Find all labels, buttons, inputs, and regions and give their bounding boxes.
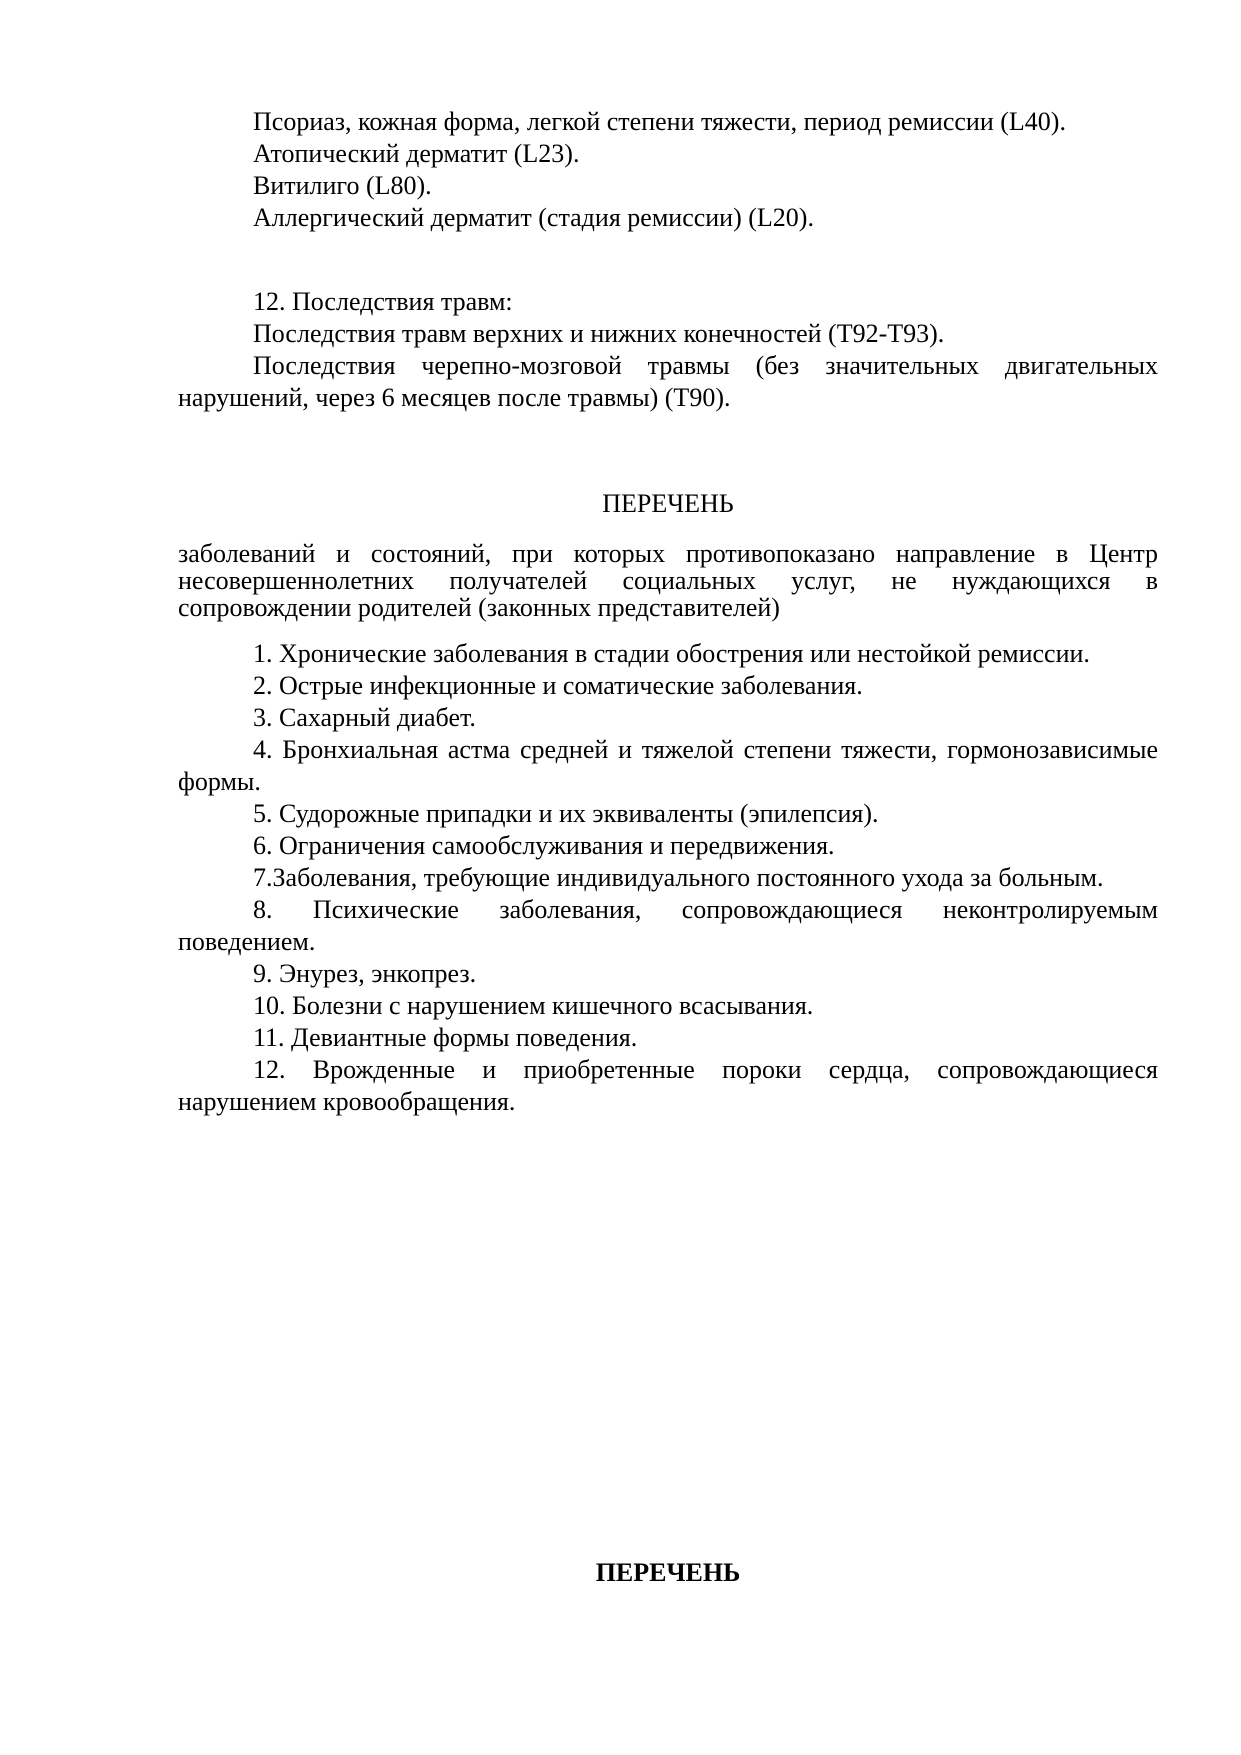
list-item: Последствия черепно-мозговой травмы (без значительных двигательных нарушений, через 6 месяцев после травмы) (Т90).: [178, 351, 1158, 412]
list-item: 1. Хронические заболевания в стадии обострения или нестойкой ремиссии.: [253, 639, 1090, 668]
list-item: Последствия травм верхних и нижних конечностей (Т92-Т93).: [253, 319, 945, 348]
skin-conditions-section: [178, 106, 1158, 234]
list-item: Витилиго (L80).: [253, 171, 432, 200]
list-item: 11. Девиантные формы поведения.: [253, 1023, 638, 1052]
list-item: 12. Врожденные и приобретенные пороки сердца, сопровождающиеся нарушением кровообращения.: [178, 1055, 1158, 1116]
next-list-title: ПЕРЕЧЕНЬ: [595, 1558, 741, 1587]
list-item: Псориаз, кожная форма, легкой степени тяжести, период ремиссии (L40).: [253, 107, 1066, 136]
list-title: ПЕРЕЧЕНЬ: [602, 489, 734, 518]
subtitle-line: несовершеннолетних получателей социальных услуг, не нуждающихся в: [178, 566, 1158, 595]
list-item: 9. Энурез, энкопрез.: [253, 959, 477, 988]
list-item: 6. Ограничения самообслуживания и передвижения.: [253, 831, 835, 860]
list-item: Атопический дерматит (L23).: [253, 139, 580, 168]
contraindications-list: [178, 638, 1158, 1118]
list-subtitle: [178, 540, 1158, 621]
trauma-section: [178, 286, 1158, 414]
list-item: Аллергический дерматит (стадия ремиссии) (L20).: [253, 203, 814, 232]
list-item: 3. Сахарный диабет.: [253, 703, 476, 732]
list-item: 4. Бронхиальная астма средней и тяжелой степени тяжести, гормонозависимые формы.: [178, 735, 1158, 796]
list-item: 8. Психические заболевания, сопровождающиеся неконтролируемым поведением.: [178, 895, 1158, 956]
section-heading: 12. Последствия травм:: [253, 287, 513, 316]
list-item: 7.Заболевания, требующие индивидуального постоянного ухода за больным.: [253, 863, 1104, 892]
subtitle-line: заболеваний и состояний, при которых противопоказано направление в Центр: [178, 539, 1158, 568]
list-item: 10. Болезни с нарушением кишечного всасывания.: [253, 991, 814, 1020]
subtitle-line: сопровождении родителей (законных представителей): [178, 593, 780, 622]
list-item: 5. Судорожные припадки и их эквиваленты (эпилепсия).: [253, 799, 879, 828]
list-item: 2. Острые инфекционные и соматические заболевания.: [253, 671, 863, 700]
